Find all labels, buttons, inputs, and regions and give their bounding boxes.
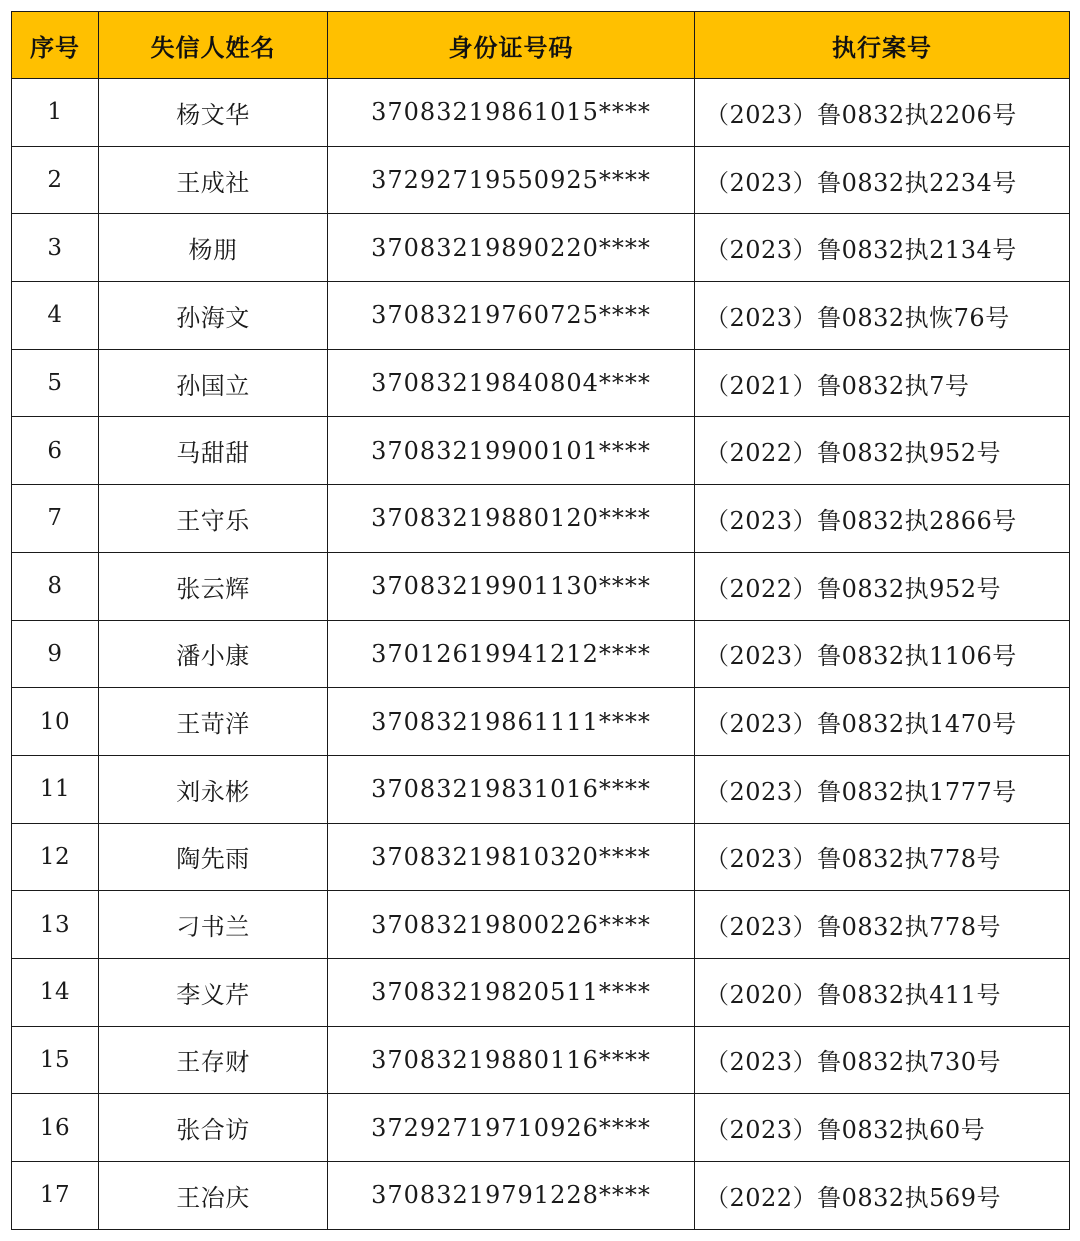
table-row (12, 823, 1070, 891)
cell-case-number: （2023）鲁0832执778号 (695, 823, 1070, 891)
cell-id-number: 37292719550925**** (328, 146, 695, 214)
cell-seq: 16 (12, 1094, 99, 1162)
cell-case-number: （2023）鲁0832执1470号 (695, 688, 1070, 756)
cell-id-number: 37292719710926**** (328, 1094, 695, 1162)
cell-id-number: 37083219820511**** (328, 958, 695, 1026)
cell-name: 张云辉 (99, 552, 328, 620)
header-seq: 序号 (12, 12, 99, 79)
table-row (12, 214, 1070, 282)
cell-case-number: （2022）鲁0832执952号 (695, 552, 1070, 620)
cell-case-number: （2022）鲁0832执569号 (695, 1162, 1070, 1230)
table-row (12, 349, 1070, 417)
header-case-number: 执行案号 (695, 12, 1070, 79)
cell-case-number: （2023）鲁0832执2866号 (695, 485, 1070, 553)
cell-seq: 15 (12, 1026, 99, 1094)
cell-seq: 8 (12, 552, 99, 620)
cell-id-number: 37083219880120**** (328, 485, 695, 553)
cell-name: 杨文华 (99, 79, 328, 147)
cell-seq: 9 (12, 620, 99, 688)
table-row (12, 891, 1070, 959)
cell-name: 刘永彬 (99, 755, 328, 823)
cell-seq: 1 (12, 79, 99, 147)
cell-name: 王成社 (99, 146, 328, 214)
table-row (12, 620, 1070, 688)
cell-id-number: 37083219831016**** (328, 755, 695, 823)
cell-case-number: （2023）鲁0832执2234号 (695, 146, 1070, 214)
cell-name: 张合访 (99, 1094, 328, 1162)
cell-id-number: 37083219791228**** (328, 1162, 695, 1230)
cell-case-number: （2021）鲁0832执7号 (695, 349, 1070, 417)
table-row (12, 688, 1070, 756)
cell-seq: 3 (12, 214, 99, 282)
table-row (12, 1094, 1070, 1162)
table-row (12, 1162, 1070, 1230)
table-header (12, 12, 1070, 79)
header-name: 失信人姓名 (99, 12, 328, 79)
cell-id-number: 37083219840804**** (328, 349, 695, 417)
cell-name: 王守乐 (99, 485, 328, 553)
cell-seq: 2 (12, 146, 99, 214)
cell-id-number: 37083219880116**** (328, 1026, 695, 1094)
table-row (12, 417, 1070, 485)
cell-case-number: （2023）鲁0832执2134号 (695, 214, 1070, 282)
cell-case-number: （2023）鲁0832执2206号 (695, 79, 1070, 147)
cell-id-number: 37012619941212**** (328, 620, 695, 688)
defaulter-table (11, 11, 1070, 1230)
cell-id-number: 37083219901130**** (328, 552, 695, 620)
cell-name: 潘小康 (99, 620, 328, 688)
cell-seq: 10 (12, 688, 99, 756)
table-row (12, 1026, 1070, 1094)
cell-seq: 4 (12, 282, 99, 350)
cell-id-number: 37083219890220**** (328, 214, 695, 282)
cell-case-number: （2023）鲁0832执778号 (695, 891, 1070, 959)
cell-name: 王冶庆 (99, 1162, 328, 1230)
cell-seq: 7 (12, 485, 99, 553)
cell-id-number: 37083219810320**** (328, 823, 695, 891)
cell-seq: 14 (12, 958, 99, 1026)
cell-name: 刁书兰 (99, 891, 328, 959)
cell-id-number: 37083219861111**** (328, 688, 695, 756)
cell-name: 王苛洋 (99, 688, 328, 756)
cell-name: 王存财 (99, 1026, 328, 1094)
header-row (12, 12, 1070, 79)
cell-name: 孙海文 (99, 282, 328, 350)
cell-case-number: （2020）鲁0832执411号 (695, 958, 1070, 1026)
cell-case-number: （2022）鲁0832执952号 (695, 417, 1070, 485)
cell-id-number: 37083219900101**** (328, 417, 695, 485)
cell-seq: 17 (12, 1162, 99, 1230)
cell-name: 李义芹 (99, 958, 328, 1026)
cell-case-number: （2023）鲁0832执60号 (695, 1094, 1070, 1162)
cell-seq: 13 (12, 891, 99, 959)
table-row (12, 958, 1070, 1026)
cell-case-number: （2023）鲁0832执1106号 (695, 620, 1070, 688)
table-body (12, 79, 1070, 1230)
table-row (12, 282, 1070, 350)
cell-id-number: 37083219861015**** (328, 79, 695, 147)
cell-seq: 6 (12, 417, 99, 485)
cell-seq: 12 (12, 823, 99, 891)
cell-case-number: （2023）鲁0832执1777号 (695, 755, 1070, 823)
cell-id-number: 37083219760725**** (328, 282, 695, 350)
table-row (12, 485, 1070, 553)
header-id-number: 身份证号码 (328, 12, 695, 79)
cell-seq: 5 (12, 349, 99, 417)
table-row (12, 146, 1070, 214)
cell-name: 陶先雨 (99, 823, 328, 891)
table-row (12, 552, 1070, 620)
table-row (12, 79, 1070, 147)
cell-case-number: （2023）鲁0832执恢76号 (695, 282, 1070, 350)
cell-name: 马甜甜 (99, 417, 328, 485)
defaulter-table-container (11, 11, 1069, 1230)
cell-name: 孙国立 (99, 349, 328, 417)
cell-seq: 11 (12, 755, 99, 823)
cell-id-number: 37083219800226**** (328, 891, 695, 959)
table-row (12, 755, 1070, 823)
cell-case-number: （2023）鲁0832执730号 (695, 1026, 1070, 1094)
cell-name: 杨朋 (99, 214, 328, 282)
